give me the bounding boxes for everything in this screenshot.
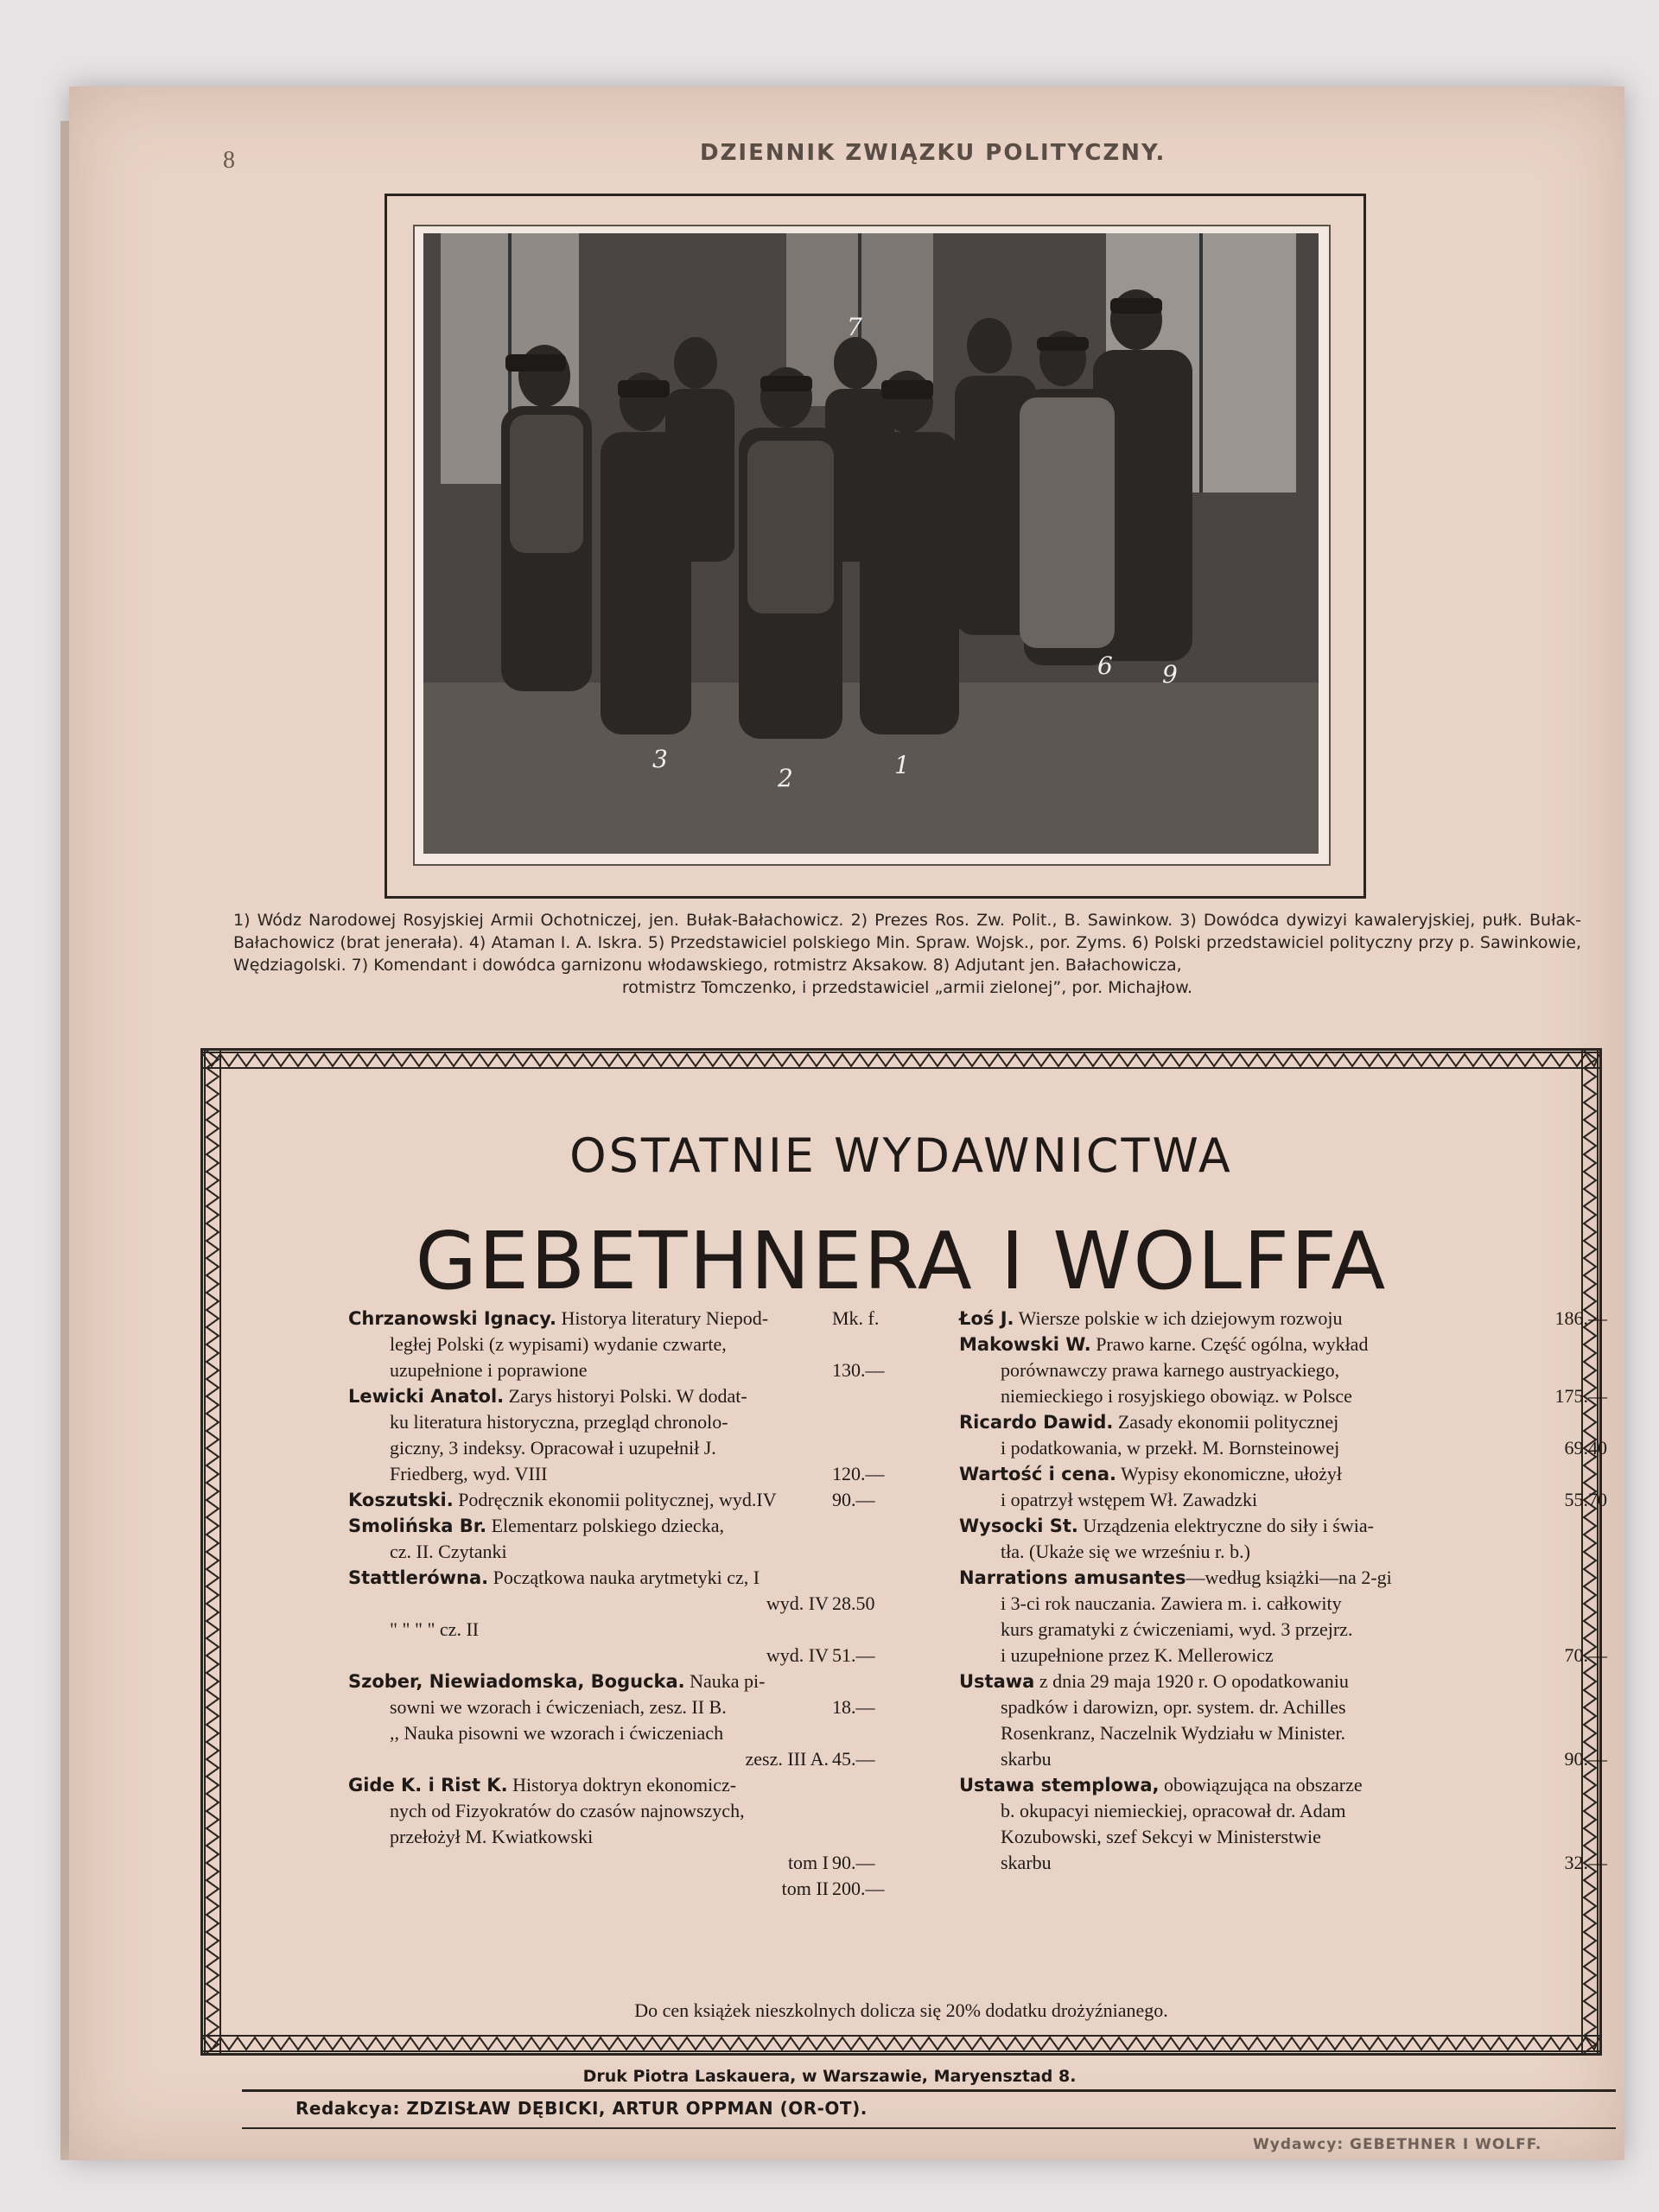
ornament-border-top — [203, 1051, 1599, 1070]
book-price: 200.— — [832, 1878, 885, 1899]
book-price: 130.— — [832, 1359, 885, 1381]
book-price: 70.— — [1564, 1644, 1607, 1666]
book-entry — [348, 1383, 908, 1487]
book-entry — [348, 1669, 908, 1772]
book-desc: b. okupacyi niemieckiej, opracował dr. Adam — [1001, 1800, 1346, 1821]
book-entry — [959, 1306, 1607, 1332]
book-price: 28.50 — [832, 1592, 875, 1614]
photo-label-3: 3 — [652, 745, 668, 773]
book-desc: Historya doktryn ekonomicz- — [512, 1774, 737, 1796]
running-head: DZIENNIK ZWIĄZKU POLITYCZNY. — [700, 140, 1166, 166]
photo-label-2: 2 — [778, 764, 793, 792]
book-desc: Podręcznik ekonomii politycznej, wyd.IV — [458, 1489, 777, 1510]
book-entry — [959, 1409, 1607, 1461]
ad-title-line1: OSTATNIE WYDAWNICTWA — [569, 1128, 1233, 1183]
photo-label-9: 9 — [1162, 660, 1178, 689]
ornament-border-bottom — [203, 2034, 1599, 2053]
book-desc: Elementarz polskiego dziecka, — [491, 1515, 724, 1536]
book-price: 18.— — [832, 1696, 875, 1718]
book-desc: Początkowa nauka arytmetyki cz, I — [493, 1567, 760, 1588]
book-desc: ległej Polski (z wypisami) wydanie czwarte, — [390, 1333, 727, 1355]
book-desc: Rosenkranz, Naczelnik Wydziału w Minister. — [1001, 1722, 1346, 1744]
book-desc: zesz. III A. — [745, 1748, 829, 1770]
book-desc: wyd. IV — [766, 1592, 829, 1614]
book-author: Wysocki St. — [959, 1516, 1078, 1536]
page-number: 8 — [223, 147, 235, 174]
book-author: Ricardo Dawid. — [959, 1412, 1114, 1433]
book-desc: kurs gramatyki z ćwiczeniami, wyd. 3 przejrz. — [1001, 1618, 1353, 1640]
book-author: Makowski W. — [959, 1334, 1091, 1355]
currency-label: Mk. f. — [832, 1307, 880, 1329]
book-price: 90.— — [832, 1852, 875, 1873]
book-desc: Friedberg, wyd. VIII — [390, 1463, 548, 1484]
book-price: 90.— — [832, 1489, 875, 1510]
book-desc: niemieckiego i rosyjskiego obowiąz. w Polsce — [1001, 1385, 1352, 1407]
book-author: Wartość i cena. — [959, 1464, 1116, 1484]
book-desc: ku literatura historyczna, przegląd chronolo- — [390, 1411, 728, 1433]
book-desc: Prawo karne. Część ogólna, wykład — [1096, 1333, 1369, 1355]
book-desc: i podatkowania, w przekł. M. Bornsteinowej — [1001, 1437, 1340, 1459]
book-desc: Wypisy ekonomiczne, ułożył — [1121, 1463, 1342, 1484]
caption-line: polityczny przy p. Sawinkowie, Wędziagolski. 7) Komendant i dowódca garnizonu włodawskiego, rotmistrz Aksakow. 8) Adjutant jen. Bałachowicza, — [233, 933, 1581, 975]
book-desc: tom I — [787, 1852, 829, 1873]
book-price: 186.— — [1554, 1307, 1607, 1329]
book-entry — [959, 1669, 1607, 1772]
book-price: 69.40 — [1564, 1437, 1607, 1459]
book-author: Łoś J. — [959, 1308, 1014, 1329]
caption-line: rotmistrz Tomczenko, i przedstawiciel „armii zielonej”, por. Michajłow. — [621, 978, 1193, 997]
book-entry — [959, 1772, 1607, 1876]
book-author: Koszutski. — [348, 1490, 454, 1510]
group-photograph — [423, 233, 1319, 854]
book-author: Ustawa — [959, 1671, 1035, 1692]
book-author: Smolińska Br. — [348, 1516, 487, 1536]
photo-label-7: 7 — [847, 313, 862, 341]
book-desc: obowiązująca na obszarze — [1164, 1774, 1363, 1796]
book-author: Gide K. i Rist K. — [348, 1775, 508, 1796]
book-desc: i uzupełnione przez K. Mellerowicz — [1001, 1644, 1274, 1666]
ornament-border-right — [1580, 1051, 1599, 2053]
book-entry — [348, 1487, 908, 1513]
footer-rule — [242, 2127, 1616, 2129]
book-desc: tom II — [781, 1878, 829, 1899]
caption-line: pułk. Bułak-Bałachowicz (brat jenerała). 4) Ataman I. A. Iskra. 5) Przedstawiciel polskiego Min. Spraw. Wojsk., por. Zyms. 6) Polski przedstawiciel — [233, 911, 1582, 952]
book-desc: ,, Nauka pisowni we wzorach i ćwiczeniach — [390, 1722, 724, 1744]
book-desc: cz. II. Czytanki — [390, 1541, 507, 1562]
photo-illustration — [423, 233, 1319, 854]
printer-line: Druk Piotra Laskauera, w Warszawie, Maryensztad 8. — [582, 2067, 1077, 2086]
book-author: Narrations amusantes — [959, 1567, 1186, 1588]
book-desc: Zasady ekonomii politycznej — [1117, 1411, 1339, 1433]
book-desc: Kozubowski, szef Sekcyi w Ministerstwie — [1001, 1826, 1321, 1847]
book-desc: wyd. IV — [766, 1644, 829, 1666]
book-desc: skarbu — [1001, 1748, 1052, 1770]
book-desc: nych od Fizyokratów do czasów najnowszych, — [390, 1800, 745, 1821]
book-desc: giczny, 3 indeksy. Opracował i uzupełnił J. — [390, 1437, 716, 1459]
book-list-left — [348, 1306, 908, 1902]
book-author: Ustawa stemplowa, — [959, 1775, 1160, 1796]
book-desc: Wiersze polskie w ich dziejowym rozwoju — [1018, 1307, 1343, 1329]
book-desc: Historya literatury Niepod- — [561, 1307, 769, 1329]
book-list-right — [959, 1306, 1607, 1876]
book-author: Chrzanowski Ignacy. — [348, 1308, 557, 1329]
book-entry — [348, 1306, 908, 1383]
book-desc: " " " " cz. II — [390, 1618, 480, 1640]
newspaper-page — [69, 86, 1624, 2160]
book-entry — [348, 1513, 908, 1565]
book-author: Szober, Niewiadomska, Bogucka. — [348, 1671, 685, 1692]
book-entry — [959, 1461, 1607, 1513]
book-desc: przełożył M. Kwiatkowski — [390, 1826, 594, 1847]
book-desc: tła. (Ukaże się we wrześniu r. b.) — [1001, 1541, 1250, 1562]
photo-label-6: 6 — [1097, 652, 1113, 680]
book-desc: skarbu — [1001, 1852, 1052, 1873]
publisher-line: Wydawcy: GEBETHNER I WOLFF. — [1253, 2136, 1542, 2153]
book-entry — [959, 1513, 1540, 1565]
book-desc: uzupełnione i poprawione — [390, 1359, 588, 1381]
book-entry — [959, 1332, 1607, 1409]
advertisement-box — [200, 1048, 1607, 2056]
book-entry — [348, 1565, 908, 1669]
book-desc: —według książki—na 2-gi — [1185, 1567, 1392, 1588]
book-entry — [959, 1565, 1607, 1669]
book-desc: i 3-ci rok nauczania. Zawiera m. i. całkowity — [1001, 1592, 1342, 1614]
book-desc: Zarys historyi Polski. W dodat- — [508, 1385, 747, 1407]
ornament-border-left — [203, 1051, 222, 2053]
photo-caption — [233, 909, 1581, 999]
book-price: 45.— — [832, 1748, 875, 1770]
photo-label-1: 1 — [894, 751, 910, 779]
book-price: 55.70 — [1564, 1489, 1607, 1510]
book-price: 175.— — [1554, 1385, 1607, 1407]
book-desc: Urządzenia elektryczne do siły i świa- — [1083, 1515, 1374, 1536]
book-author: Lewicki Anatol. — [348, 1386, 505, 1407]
book-price: 120.— — [832, 1463, 885, 1484]
book-author: Stattlerówna. — [348, 1567, 489, 1588]
book-desc: sowni we wzorach i ćwiczeniach, zesz. II B. — [390, 1696, 727, 1718]
price-footnote: Do cen książek nieszkolnych dolicza się 20% dodatku drożyźnianego. — [634, 1999, 1168, 2021]
book-price: 51.— — [832, 1644, 875, 1666]
book-desc: spadków i darowizn, opr. system. dr. Achilles — [1001, 1696, 1346, 1718]
editors-line: Redakcya: ZDZISŁAW DĘBICKI, ARTUR OPPMAN (OR-OT). — [296, 2098, 868, 2119]
book-desc: Nauka pi- — [690, 1670, 766, 1692]
book-desc: i opatrzył wstępem Wł. Zawadzki — [1001, 1489, 1258, 1510]
footer-rule — [242, 2089, 1616, 2092]
book-price: 32.— — [1564, 1852, 1607, 1873]
book-price: 90.— — [1564, 1748, 1607, 1770]
ad-title-line2: GEBETHNERA I WOLFFA — [415, 1215, 1388, 1307]
book-entry — [348, 1772, 908, 1902]
book-desc: z dnia 29 maja 1920 r. O opodatkowaniu — [1039, 1670, 1349, 1692]
caption-line: 1) Wódz Narodowej Rosyjskiej Armii Ochotniczej, jen. Bułak-Bałachowicz. 2) Prezes Ros. Zw. Polit., B. Sawinkow. 3) Dowódca dywizyi kawaleryjskiej, — [233, 911, 1476, 930]
book-desc: porównawczy prawa karnego austryackiego, — [1001, 1359, 1340, 1381]
